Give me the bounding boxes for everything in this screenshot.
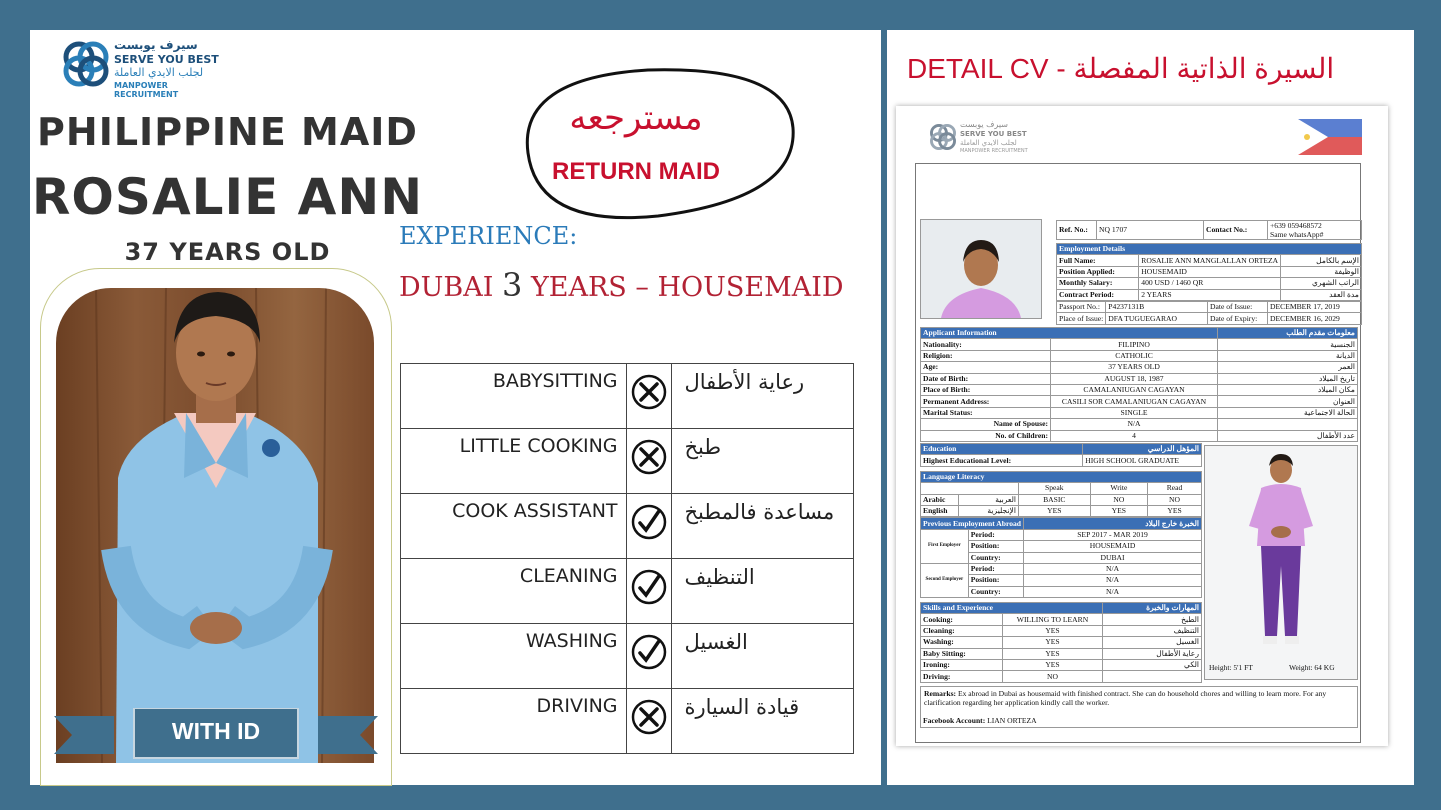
cv-headshot-photo	[920, 219, 1042, 319]
applicant-field-value: CATHOLIC	[1051, 350, 1218, 361]
skill-name-ar: مساعدة فالمطبخ	[672, 494, 854, 559]
first-country-value: DUBAI	[1024, 552, 1202, 563]
second-country-value: N/A	[1024, 586, 1202, 597]
check-circle-icon	[631, 634, 667, 670]
logo-arabic-tagline: لجلب الايدي العاملة	[114, 66, 204, 79]
cv-skill-ar: الكي	[1103, 660, 1202, 671]
cv-skill-row	[921, 614, 1202, 625]
contract-value: 2 YEARS	[1139, 289, 1281, 300]
expiry-label: Date of Expiry:	[1208, 313, 1268, 324]
cross-circle-icon	[631, 699, 667, 735]
skill-status-cell	[626, 559, 672, 624]
applicant-row	[921, 339, 1358, 350]
cv-logo	[928, 118, 1048, 158]
first-employer-label: First Employer	[921, 529, 969, 563]
cv-logo-tagline: MANPOWER RECRUITMENT	[960, 148, 1028, 154]
skill-name: DRIVING	[401, 689, 627, 754]
issue-date-label: Date of Issue:	[1208, 301, 1268, 312]
cv-skill-row	[921, 637, 1202, 648]
applicant-field-value: SINGLE	[1051, 407, 1218, 418]
cv-logo-arabic: سيرف يوبست	[960, 120, 1008, 129]
salary-ar: الراتب الشهري	[1281, 278, 1362, 289]
skill-name-ar: قيادة السيارة	[672, 689, 854, 754]
second-position-label: Position:	[968, 575, 1023, 586]
cv-skill-ar	[1103, 671, 1202, 682]
place-issue-value: DFA TUGUEGARAO	[1106, 313, 1208, 324]
applicant-field-label: Marital Status:	[921, 407, 1051, 418]
applicant-field-ar: الجنسية	[1218, 339, 1358, 350]
applicant-info-table	[920, 327, 1358, 442]
cv-skill-label: Cleaning:	[921, 625, 1003, 636]
experience-place: DUBAI	[399, 272, 502, 303]
cv-skill-value: NO	[1003, 671, 1103, 682]
applicant-field-value: 4	[1051, 430, 1218, 441]
salary-label: Monthly Salary:	[1057, 278, 1139, 289]
cv-skill-row	[921, 660, 1202, 671]
first-period-value: SEP 2017 - MAR 2019	[1024, 529, 1202, 540]
place-issue-label: Place of Issue:	[1057, 313, 1106, 324]
skill-name-ar: التنظيف	[672, 559, 854, 624]
maid-name: ROSALIE ANN	[31, 168, 424, 226]
passport-value: P4237131B	[1106, 301, 1208, 312]
logo-tagline: MANPOWER RECRUITMENT	[114, 81, 179, 99]
skills-experience-header-ar: المهارات والخبرة	[1103, 603, 1202, 614]
expiry-value: DECEMBER 16, 2029	[1268, 313, 1362, 324]
applicant-field-value: CAMALANIUGAN CAGAYAN	[1051, 384, 1218, 395]
cv-skill-value: YES	[1003, 637, 1103, 648]
cv-skill-value: YES	[1003, 625, 1103, 636]
language-level: NO	[1148, 494, 1202, 505]
logo-english-name: SERVE YOU BEST	[114, 53, 219, 66]
applicant-field-label: Religion:	[921, 350, 1051, 361]
applicant-field-value: 37 YEARS OLD	[1051, 362, 1218, 373]
check-circle-icon	[631, 569, 667, 605]
height-value: Height: 5'1 FT	[1209, 663, 1253, 672]
cv-logo-arabic-tagline: لجلب الايدي العاملة	[960, 139, 1017, 147]
cross-circle-icon	[631, 374, 667, 410]
philippines-flag-icon	[1298, 119, 1362, 155]
return-maid-stamp	[498, 58, 798, 228]
cv-lower-section	[920, 443, 1202, 683]
experience-detail	[399, 266, 844, 304]
maid-photo	[56, 288, 374, 763]
nationality-heading: PHILIPPINE MAID	[37, 110, 418, 154]
education-header-ar: المؤهل الدراسي	[1083, 444, 1202, 455]
applicant-field-label: Nationality:	[921, 339, 1051, 350]
applicant-field-label: No. of Children:	[921, 430, 1051, 441]
skill-row	[401, 429, 854, 494]
cv-skill-label: Driving:	[921, 671, 1003, 682]
applicant-field-ar: العمر	[1218, 362, 1358, 373]
applicant-field-value: AUGUST 18, 1987	[1051, 373, 1218, 384]
employment-details-header: Employment Details	[1057, 244, 1362, 255]
cv-skill-row	[921, 648, 1202, 659]
contact-value	[1268, 221, 1362, 240]
language-level: BASIC	[1019, 494, 1091, 505]
cv-skill-ar: الطبخ	[1103, 614, 1202, 625]
applicant-field-label: Date of Birth:	[921, 373, 1051, 384]
right-panel	[887, 30, 1414, 785]
skills-table	[400, 363, 854, 754]
skill-status-cell	[626, 429, 672, 494]
return-maid-label: RETURN MAID	[552, 158, 720, 185]
contract-label: Contract Period:	[1057, 289, 1139, 300]
applicant-field-label: Place of Birth:	[921, 384, 1051, 395]
cv-logo-english: SERVE YOU BEST	[960, 130, 1027, 138]
skill-status-cell	[626, 364, 672, 429]
cv-skill-label: Ironing:	[921, 660, 1003, 671]
applicant-field-value: N/A	[1051, 419, 1218, 430]
facebook-row	[923, 716, 1037, 725]
position-label: Position Applied:	[1057, 266, 1139, 277]
skills-experience-header: Skills and Experience	[921, 603, 1103, 614]
cv-skill-row	[921, 625, 1202, 636]
applicant-row	[921, 407, 1358, 418]
skill-row	[401, 364, 854, 429]
education-header: Education	[921, 444, 1083, 455]
language-level: YES	[1019, 505, 1091, 516]
applicant-field-value: FILIPINO	[1051, 339, 1218, 350]
applicant-row	[921, 362, 1358, 373]
cv-skill-value: WILLING TO LEARN	[1003, 614, 1103, 625]
language-row	[921, 505, 1202, 516]
prev-employment-header: Previous Employment Abroad	[921, 518, 1024, 529]
skill-status-cell	[626, 624, 672, 689]
write-header: Write	[1090, 483, 1147, 494]
applicant-info-header: Applicant Information	[921, 328, 1218, 339]
skill-status-cell	[626, 494, 672, 559]
second-employer-label: Second Employer	[921, 563, 969, 597]
cv-skill-label: Cooking:	[921, 614, 1003, 625]
applicant-field-label: Age:	[921, 362, 1051, 373]
maid-age: 37 YEARS OLD	[124, 238, 331, 266]
facebook-label: Facebook Account:	[923, 716, 986, 725]
cv-skill-value: YES	[1003, 660, 1103, 671]
applicant-field-ar: الحالة الاجتماعية	[1218, 407, 1358, 418]
cv-skill-label: Washing:	[921, 637, 1003, 648]
skill-row	[401, 624, 854, 689]
full-name-value: ROSALIE ANN MANGLALLAN ORTEZA	[1139, 255, 1281, 266]
skill-status-cell	[626, 689, 672, 754]
skill-row	[401, 494, 854, 559]
contact-number: +639 059468572	[1270, 221, 1322, 230]
remarks-text: Ex abroad in Dubai as housemaid with finished contract. She can do household chores and willing to learn more. For any clarification regarding her application kindly call the worker.	[924, 689, 1327, 707]
applicant-field-value: CASILI SOR CAMALANIUGAN CAGAYAN	[1051, 396, 1218, 407]
position-value: HOUSEMAID	[1139, 266, 1281, 277]
skill-name: CLEANING	[401, 559, 627, 624]
applicant-field-label: Permanent Address:	[921, 396, 1051, 407]
cv-logo-icon	[928, 122, 958, 152]
cross-circle-icon	[631, 439, 667, 475]
applicant-row	[921, 419, 1358, 430]
experience-role: YEARS – HOUSEMAID	[522, 272, 844, 303]
cv-document	[896, 106, 1388, 746]
experience-years: 3	[502, 266, 523, 304]
ref-label: Ref. No.:	[1057, 221, 1097, 240]
applicant-field-ar: عدد الأطفال	[1218, 430, 1358, 441]
with-id-label: WITH ID	[171, 718, 261, 744]
applicant-row	[921, 350, 1358, 361]
remarks-label: Remarks:	[924, 689, 957, 698]
applicant-field-ar: العنوان	[1218, 396, 1358, 407]
skill-row	[401, 559, 854, 624]
full-name-ar: الإسم بالكامل	[1281, 255, 1362, 266]
language-name-ar: الإنجليزية	[959, 505, 1019, 516]
issue-date-value: DECEMBER 17, 2019	[1268, 301, 1362, 312]
applicant-field-label: Name of Spouse:	[921, 419, 1051, 430]
language-header: Language Literacy	[921, 471, 1202, 482]
facebook-value: LIAN ORTEZA	[987, 716, 1037, 725]
applicant-field-ar: الديانة	[1218, 350, 1358, 361]
company-logo	[60, 38, 230, 99]
cv-form	[915, 163, 1361, 743]
full-name-label: Full Name:	[1057, 255, 1139, 266]
return-maid-arabic: مسترجعه	[569, 98, 703, 138]
applicant-row	[921, 373, 1358, 384]
skill-name: LITTLE COOKING	[401, 429, 627, 494]
read-header: Read	[1148, 483, 1202, 494]
skill-name-ar: الغسيل	[672, 624, 854, 689]
applicant-field-ar: مكان الميلاد	[1218, 384, 1358, 395]
experience-label: EXPERIENCE:	[399, 222, 578, 250]
logo-knot-icon	[60, 38, 112, 90]
passport-label: Passport No.:	[1057, 301, 1106, 312]
weight-value: Weight: 64 KG	[1289, 663, 1335, 672]
logo-arabic-name: سيرف يوبست	[114, 38, 198, 52]
language-name: Arabic	[921, 494, 959, 505]
ref-value: NQ 1707	[1097, 221, 1204, 240]
prev-employment-header-ar: الخبرة خارج البلاد	[1024, 518, 1202, 529]
contact-whatsapp: Same whatsApp#	[1270, 230, 1324, 239]
education-label: Highest Educational Level:	[921, 455, 1083, 466]
salary-value: 400 USD / 1460 QR	[1139, 278, 1281, 289]
applicant-row	[921, 430, 1358, 441]
language-row	[921, 494, 1202, 505]
applicant-row	[921, 396, 1358, 407]
contract-ar: مدة العقد	[1281, 289, 1362, 300]
first-period-label: Period:	[968, 529, 1023, 540]
applicant-field-ar	[1218, 419, 1358, 430]
cv-skill-row	[921, 671, 1202, 682]
cv-skill-ar: رعاية الأطفال	[1103, 648, 1202, 659]
check-circle-icon	[631, 504, 667, 540]
position-ar: الوظيفة	[1281, 266, 1362, 277]
speak-header: Speak	[1019, 483, 1091, 494]
language-level: NO	[1090, 494, 1147, 505]
skill-name-ar: رعاية الأطفال	[672, 364, 854, 429]
detail-cv-title: DETAIL CV - السيرة الذاتية المفصلة	[907, 53, 1335, 84]
cv-skill-ar: التنظيف	[1103, 625, 1202, 636]
skill-name: BABYSITTING	[401, 364, 627, 429]
language-level: YES	[1090, 505, 1147, 516]
first-position-value: HOUSEMAID	[1024, 541, 1202, 552]
skill-name-ar: طبخ	[672, 429, 854, 494]
applicant-row	[921, 384, 1358, 395]
skill-name: WASHING	[401, 624, 627, 689]
education-value: HIGH SCHOOL GRADUATE	[1083, 455, 1202, 466]
skill-name: COOK ASSISTANT	[401, 494, 627, 559]
language-name-ar: العربية	[959, 494, 1019, 505]
left-panel	[30, 30, 881, 785]
contact-label: Contact No.:	[1204, 221, 1268, 240]
skill-row	[401, 689, 854, 754]
cv-full-body-photo	[1204, 445, 1358, 680]
language-level: YES	[1148, 505, 1202, 516]
cv-skill-label: Baby Sitting:	[921, 648, 1003, 659]
language-name: English	[921, 505, 959, 516]
applicant-info-header-ar: معلومات مقدم الطلب	[1218, 328, 1358, 339]
first-country-label: Country:	[968, 552, 1023, 563]
second-country-label: Country:	[968, 586, 1023, 597]
cv-skill-value: YES	[1003, 648, 1103, 659]
cv-ref-table	[1056, 220, 1362, 325]
second-position-value: N/A	[1024, 575, 1202, 586]
second-period-value: N/A	[1024, 563, 1202, 574]
cv-skill-ar: الغسيل	[1103, 637, 1202, 648]
first-position-label: Position:	[968, 541, 1023, 552]
second-period-label: Period:	[968, 563, 1023, 574]
applicant-field-ar: تاريخ الميلاد	[1218, 373, 1358, 384]
